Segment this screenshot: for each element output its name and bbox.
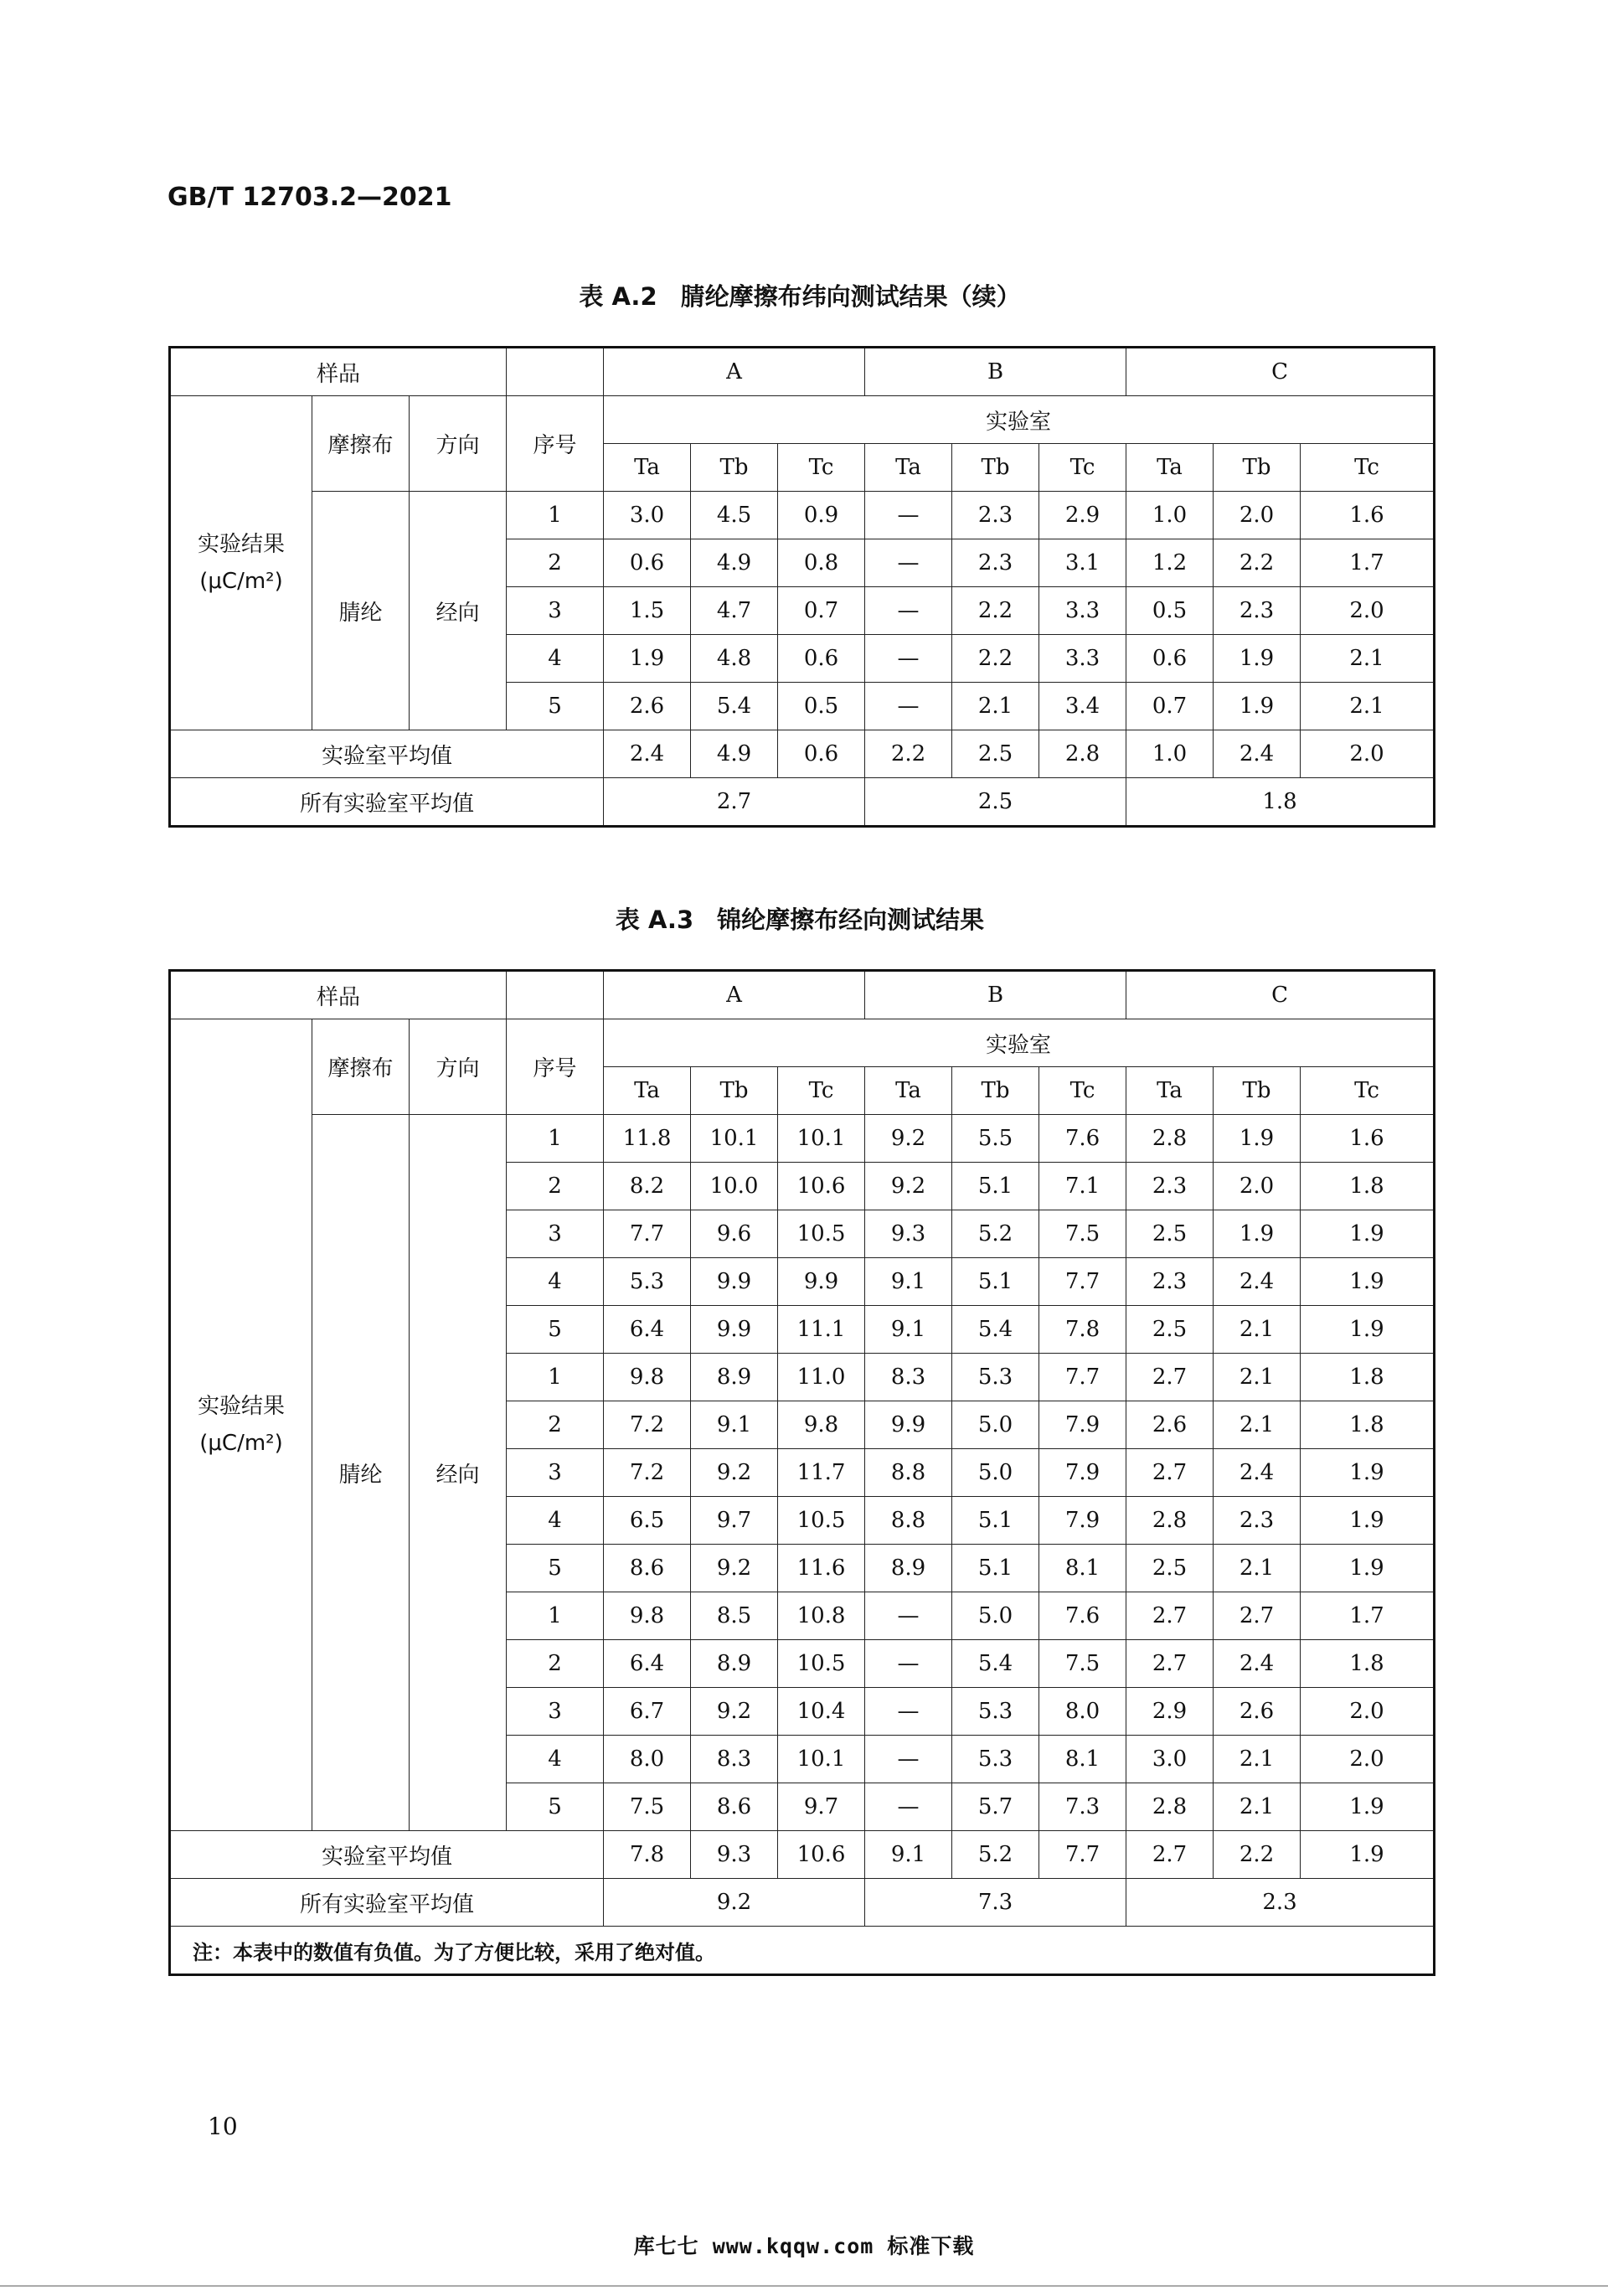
lab-code: Tb (1214, 1067, 1301, 1115)
value-cell: 2.9 (1126, 1688, 1214, 1736)
value-cell: 6.4 (604, 1640, 691, 1688)
value-cell: 1.9 (1214, 1115, 1301, 1163)
unit-label: (μC/m²) (199, 569, 283, 594)
all-average-label: 所有实验室平均值 (170, 778, 604, 827)
all-average-cell: 2.3 (1126, 1879, 1435, 1927)
seq-cell: 2 (507, 1163, 604, 1210)
value-cell: 1.9 (1301, 1545, 1435, 1592)
value-cell: 0.7 (778, 587, 865, 635)
caption-number: 表 A.3 (615, 906, 694, 934)
value-cell: 8.9 (691, 1354, 778, 1401)
value-cell: 2.0 (1301, 587, 1435, 635)
value-cell: 2.5 (1126, 1545, 1214, 1592)
value-cell: 9.1 (865, 1258, 952, 1306)
seq-cell: 5 (507, 1545, 604, 1592)
seq-cell: 1 (507, 1354, 604, 1401)
value-cell: 2.3 (952, 492, 1039, 539)
caption-title: 锦纶摩擦布经向测试结果 (717, 906, 985, 934)
value-cell: 2.0 (1301, 1736, 1435, 1783)
value-cell: 3.1 (1039, 539, 1126, 587)
value-cell: 2.3 (1214, 1497, 1301, 1545)
value-cell: 2.3 (1214, 587, 1301, 635)
value-cell: 1.7 (1301, 539, 1435, 587)
value-cell: 7.9 (1039, 1401, 1126, 1449)
value-cell: 7.8 (1039, 1306, 1126, 1354)
value-cell: 0.7 (1126, 683, 1214, 730)
sample-header: 样品 (170, 971, 507, 1019)
sample-label: B (865, 971, 1126, 1019)
value-cell: 1.7 (1301, 1592, 1435, 1640)
value-cell: 8.1 (1039, 1736, 1126, 1783)
value-cell: 9.9 (691, 1258, 778, 1306)
value-cell: 1.9 (1214, 635, 1301, 683)
value-cell: 2.1 (1214, 1783, 1301, 1831)
lab-header: 实验室 (604, 1019, 1435, 1067)
value-cell: 9.3 (865, 1210, 952, 1258)
value-cell: 2.1 (1301, 683, 1435, 730)
value-cell: 11.8 (604, 1115, 691, 1163)
table-a3-caption (168, 901, 1432, 936)
lab-code: Ta (865, 1067, 952, 1115)
lab-code: Tb (691, 1067, 778, 1115)
footer-watermark: 库七七 www.kqqw.com 标准下载 (633, 2234, 975, 2258)
seq-cell: 4 (507, 635, 604, 683)
seq-cell: 2 (507, 539, 604, 587)
value-cell: 11.0 (778, 1354, 865, 1401)
value-cell: 2.5 (1126, 1306, 1214, 1354)
results-title: 实验结果 (197, 532, 285, 557)
lab-average-label: 实验室平均值 (170, 730, 604, 778)
value-cell: 9.1 (865, 1306, 952, 1354)
value-cell: 5.1 (952, 1545, 1039, 1592)
value-cell: 2.2 (952, 587, 1039, 635)
lab-code: Ta (1126, 1067, 1214, 1115)
value-cell: 10.1 (778, 1115, 865, 1163)
seq-cell: 3 (507, 1210, 604, 1258)
all-average-row (170, 1879, 1435, 1927)
value-cell: 5.3 (604, 1258, 691, 1306)
cloth-header: 摩擦布 (312, 1019, 410, 1115)
sample-header: 样品 (170, 348, 507, 396)
seq-header: 序号 (507, 1019, 604, 1115)
table-a2 (168, 346, 1435, 828)
direction-value: 经向 (410, 492, 507, 730)
value-cell: 5.4 (952, 1640, 1039, 1688)
value-cell: 9.2 (865, 1163, 952, 1210)
value-cell: 8.3 (691, 1736, 778, 1783)
value-cell: 11.6 (778, 1545, 865, 1592)
sample-label: C (1126, 971, 1435, 1019)
value-cell: 9.2 (691, 1449, 778, 1497)
lab-code: Tc (1301, 444, 1435, 492)
value-cell: 7.7 (1039, 1354, 1126, 1401)
value-cell: 0.8 (778, 539, 865, 587)
value-cell: 2.4 (1214, 1640, 1301, 1688)
value-cell: 5.3 (952, 1354, 1039, 1401)
value-cell: 7.2 (604, 1449, 691, 1497)
value-cell: 5.1 (952, 1497, 1039, 1545)
sample-label: C (1126, 348, 1435, 396)
value-cell: 5.4 (952, 1306, 1039, 1354)
value-cell: 7.6 (1039, 1115, 1126, 1163)
lab-header: 实验室 (604, 396, 1435, 444)
value-cell: 8.3 (865, 1354, 952, 1401)
cloth-value: 腈纶 (312, 492, 410, 730)
value-cell: 1.9 (1301, 1449, 1435, 1497)
value-cell: 2.7 (1126, 1354, 1214, 1401)
value-cell: — (865, 1688, 952, 1736)
value-cell: 8.0 (1039, 1688, 1126, 1736)
table-note: 注：本表中的数值有负值。为了方便比较，采用了绝对值。 (170, 1927, 1435, 1975)
value-cell: 11.7 (778, 1449, 865, 1497)
lab-average-cell: 10.6 (778, 1831, 865, 1879)
all-average-cell: 2.7 (604, 778, 865, 827)
value-cell: 2.8 (1126, 1497, 1214, 1545)
all-average-cell: 1.8 (1126, 778, 1435, 827)
sample-label: A (604, 971, 865, 1019)
blank-cell (507, 971, 604, 1019)
value-cell: 9.2 (865, 1115, 952, 1163)
value-cell: 3.0 (1126, 1736, 1214, 1783)
lab-code: Tc (1039, 444, 1126, 492)
results-title: 实验结果 (197, 1394, 285, 1419)
value-cell: 7.5 (1039, 1210, 1126, 1258)
value-cell: 1.9 (1301, 1306, 1435, 1354)
value-cell: 2.7 (1126, 1640, 1214, 1688)
table-a3 (168, 969, 1435, 1976)
value-cell: 2.1 (1214, 1354, 1301, 1401)
value-cell: 2.8 (1126, 1783, 1214, 1831)
value-cell: 10.5 (778, 1210, 865, 1258)
lab-average-cell: 4.9 (691, 730, 778, 778)
value-cell: 9.7 (778, 1783, 865, 1831)
lab-average-cell: 2.7 (1126, 1831, 1214, 1879)
value-cell: 1.8 (1301, 1401, 1435, 1449)
value-cell: 2.1 (1301, 635, 1435, 683)
value-cell: 2.7 (1214, 1592, 1301, 1640)
value-cell: 1.9 (1301, 1210, 1435, 1258)
lab-code: Tb (952, 444, 1039, 492)
value-cell: 5.0 (952, 1401, 1039, 1449)
direction-header: 方向 (410, 396, 507, 492)
value-cell: — (865, 492, 952, 539)
unit-label: (μC/m²) (199, 1431, 283, 1456)
value-cell: 1.9 (1301, 1783, 1435, 1831)
lab-average-cell: 9.3 (691, 1831, 778, 1879)
value-cell: 0.5 (1126, 587, 1214, 635)
value-cell: 8.9 (865, 1545, 952, 1592)
value-cell: 2.1 (1214, 1736, 1301, 1783)
value-cell: — (865, 587, 952, 635)
value-cell: 1.8 (1301, 1640, 1435, 1688)
lab-average-label: 实验室平均值 (170, 1831, 604, 1879)
value-cell: 7.2 (604, 1401, 691, 1449)
seq-header: 序号 (507, 396, 604, 492)
value-cell: — (865, 1736, 952, 1783)
value-cell: 5.3 (952, 1688, 1039, 1736)
lab-average-cell: 5.2 (952, 1831, 1039, 1879)
lab-code: Tb (691, 444, 778, 492)
lab-average-cell: 2.5 (952, 730, 1039, 778)
table-row (170, 1115, 1435, 1163)
value-cell: 7.6 (1039, 1592, 1126, 1640)
all-average-cell: 2.5 (865, 778, 1126, 827)
value-cell: 2.7 (1126, 1449, 1214, 1497)
value-cell: 2.4 (1214, 1449, 1301, 1497)
direction-header: 方向 (410, 1019, 507, 1115)
caption-title: 腈纶摩擦布纬向测试结果（续） (680, 282, 1021, 311)
value-cell: 2.6 (1126, 1401, 1214, 1449)
value-cell: 4.7 (691, 587, 778, 635)
sample-label: B (865, 348, 1126, 396)
value-cell: 10.4 (778, 1688, 865, 1736)
value-cell: 1.0 (1126, 492, 1214, 539)
value-cell: 0.9 (778, 492, 865, 539)
all-average-label: 所有实验室平均值 (170, 1879, 604, 1927)
value-cell: 8.5 (691, 1592, 778, 1640)
lab-average-cell: 2.2 (865, 730, 952, 778)
cloth-header: 摩擦布 (312, 396, 410, 492)
value-cell: — (865, 1783, 952, 1831)
value-cell: 5.2 (952, 1210, 1039, 1258)
results-label (170, 396, 312, 730)
value-cell: 1.6 (1301, 492, 1435, 539)
lab-code: Ta (604, 444, 691, 492)
value-cell: — (865, 1640, 952, 1688)
cloth-value: 腈纶 (312, 1115, 410, 1831)
lab-code: Tc (1301, 1067, 1435, 1115)
footer-divider (0, 2285, 1608, 2287)
value-cell: 5.7 (952, 1783, 1039, 1831)
value-cell: 0.6 (604, 539, 691, 587)
value-cell: 2.8 (1126, 1115, 1214, 1163)
seq-cell: 1 (507, 1115, 604, 1163)
value-cell: 8.9 (691, 1640, 778, 1688)
value-cell: 10.0 (691, 1163, 778, 1210)
value-cell: 8.1 (1039, 1545, 1126, 1592)
value-cell: 2.3 (1126, 1163, 1214, 1210)
value-cell: 7.9 (1039, 1497, 1126, 1545)
value-cell: 2.9 (1039, 492, 1126, 539)
note-row (170, 1927, 1435, 1975)
value-cell: 7.3 (1039, 1783, 1126, 1831)
seq-cell: 1 (507, 1592, 604, 1640)
all-average-cell: 7.3 (865, 1879, 1126, 1927)
seq-cell: 5 (507, 1306, 604, 1354)
value-cell: 2.3 (952, 539, 1039, 587)
lab-code: Tb (1214, 444, 1301, 492)
seq-cell: 1 (507, 492, 604, 539)
value-cell: 3.3 (1039, 587, 1126, 635)
sample-header-row (170, 971, 1435, 1019)
value-cell: 5.1 (952, 1163, 1039, 1210)
seq-cell: 5 (507, 1783, 604, 1831)
seq-cell: 4 (507, 1497, 604, 1545)
value-cell: 2.0 (1301, 1688, 1435, 1736)
value-cell: 2.2 (952, 635, 1039, 683)
lab-code: Tc (778, 1067, 865, 1115)
value-cell: 9.8 (604, 1354, 691, 1401)
value-cell: 10.1 (691, 1115, 778, 1163)
value-cell: 4.5 (691, 492, 778, 539)
value-cell: 4.9 (691, 539, 778, 587)
lab-code: Tc (778, 444, 865, 492)
value-cell: 1.2 (1126, 539, 1214, 587)
lab-average-row (170, 730, 1435, 778)
value-cell: 2.6 (1214, 1688, 1301, 1736)
value-cell: 6.4 (604, 1306, 691, 1354)
lab-code: Ta (1126, 444, 1214, 492)
value-cell: 2.6 (604, 683, 691, 730)
value-cell: — (865, 635, 952, 683)
value-cell: 2.4 (1214, 1258, 1301, 1306)
table-a2-caption (168, 278, 1432, 312)
value-cell: 11.1 (778, 1306, 865, 1354)
value-cell: 5.4 (691, 683, 778, 730)
value-cell: 9.6 (691, 1210, 778, 1258)
value-cell: 10.5 (778, 1497, 865, 1545)
blank-cell (507, 348, 604, 396)
lab-average-cell: 7.7 (1039, 1831, 1126, 1879)
seq-cell: 4 (507, 1258, 604, 1306)
value-cell: 5.3 (952, 1736, 1039, 1783)
value-cell: 8.0 (604, 1736, 691, 1783)
value-cell: 9.9 (778, 1258, 865, 1306)
value-cell: 5.5 (952, 1115, 1039, 1163)
value-cell: 1.9 (604, 635, 691, 683)
seq-cell: 3 (507, 1688, 604, 1736)
sample-header-row (170, 348, 1435, 396)
value-cell: 6.5 (604, 1497, 691, 1545)
value-cell: 9.8 (778, 1401, 865, 1449)
value-cell: 2.1 (1214, 1545, 1301, 1592)
value-cell: 9.8 (604, 1592, 691, 1640)
value-cell: 6.7 (604, 1688, 691, 1736)
value-cell: 10.1 (778, 1736, 865, 1783)
value-cell: 2.5 (1126, 1210, 1214, 1258)
lab-average-cell: 1.9 (1301, 1831, 1435, 1879)
lab-average-cell: 7.8 (604, 1831, 691, 1879)
seq-cell: 4 (507, 1736, 604, 1783)
value-cell: 7.7 (1039, 1258, 1126, 1306)
seq-cell: 3 (507, 1449, 604, 1497)
value-cell: 9.1 (691, 1401, 778, 1449)
lab-average-cell: 9.1 (865, 1831, 952, 1879)
value-cell: 2.2 (1214, 539, 1301, 587)
lab-average-cell: 0.6 (778, 730, 865, 778)
value-cell: 9.9 (691, 1306, 778, 1354)
page-number: 10 (208, 2113, 238, 2140)
value-cell: 7.9 (1039, 1449, 1126, 1497)
lab-average-cell: 2.0 (1301, 730, 1435, 778)
value-cell: 1.9 (1301, 1258, 1435, 1306)
value-cell: 9.2 (691, 1688, 778, 1736)
value-cell: 2.7 (1126, 1592, 1214, 1640)
value-cell: 10.5 (778, 1640, 865, 1688)
lab-code: Ta (604, 1067, 691, 1115)
value-cell: — (865, 539, 952, 587)
value-cell: 3.3 (1039, 635, 1126, 683)
direction-value: 经向 (410, 1115, 507, 1831)
value-cell: 9.2 (691, 1545, 778, 1592)
lab-average-cell: 2.4 (1214, 730, 1301, 778)
value-cell: 1.8 (1301, 1354, 1435, 1401)
value-cell: 1.6 (1301, 1115, 1435, 1163)
value-cell: 7.5 (1039, 1640, 1126, 1688)
results-label (170, 1019, 312, 1831)
lab-code: Tc (1039, 1067, 1126, 1115)
value-cell: 8.8 (865, 1449, 952, 1497)
seq-cell: 3 (507, 587, 604, 635)
all-average-cell: 9.2 (604, 1879, 865, 1927)
value-cell: 2.1 (1214, 1306, 1301, 1354)
value-cell: 8.2 (604, 1163, 691, 1210)
all-average-row (170, 778, 1435, 827)
value-cell: 2.1 (1214, 1401, 1301, 1449)
value-cell: 1.9 (1214, 683, 1301, 730)
value-cell: 10.8 (778, 1592, 865, 1640)
lab-average-row (170, 1831, 1435, 1879)
value-cell: 5.0 (952, 1592, 1039, 1640)
lab-average-cell: 2.2 (1214, 1831, 1301, 1879)
value-cell: 1.8 (1301, 1163, 1435, 1210)
value-cell: 0.6 (1126, 635, 1214, 683)
value-cell: 5.0 (952, 1449, 1039, 1497)
value-cell: 1.5 (604, 587, 691, 635)
value-cell: 2.0 (1214, 1163, 1301, 1210)
value-cell: — (865, 683, 952, 730)
value-cell: — (865, 1592, 952, 1640)
value-cell: 8.6 (691, 1783, 778, 1831)
value-cell: 1.9 (1301, 1497, 1435, 1545)
value-cell: 10.6 (778, 1163, 865, 1210)
value-cell: 3.0 (604, 492, 691, 539)
value-cell: 5.1 (952, 1258, 1039, 1306)
seq-cell: 2 (507, 1401, 604, 1449)
lab-average-cell: 2.8 (1039, 730, 1126, 778)
value-cell: 7.5 (604, 1783, 691, 1831)
value-cell: 1.9 (1214, 1210, 1301, 1258)
value-cell: 0.6 (778, 635, 865, 683)
standard-code: GB/T 12703.2—2021 (168, 183, 452, 212)
value-cell: 7.7 (604, 1210, 691, 1258)
value-cell: 0.5 (778, 683, 865, 730)
lab-average-cell: 2.4 (604, 730, 691, 778)
value-cell: 4.8 (691, 635, 778, 683)
lab-header-row (170, 1019, 1435, 1067)
sample-label: A (604, 348, 865, 396)
value-cell: 7.1 (1039, 1163, 1126, 1210)
seq-cell: 2 (507, 1640, 604, 1688)
value-cell: 2.1 (952, 683, 1039, 730)
value-cell: 2.3 (1126, 1258, 1214, 1306)
value-cell: 8.8 (865, 1497, 952, 1545)
value-cell: 3.4 (1039, 683, 1126, 730)
lab-average-cell: 1.0 (1126, 730, 1214, 778)
caption-number: 表 A.2 (579, 282, 657, 311)
value-cell: 2.0 (1214, 492, 1301, 539)
table-row (170, 492, 1435, 539)
lab-header-row (170, 396, 1435, 444)
value-cell: 8.6 (604, 1545, 691, 1592)
lab-code: Ta (865, 444, 952, 492)
lab-code: Tb (952, 1067, 1039, 1115)
value-cell: 9.9 (865, 1401, 952, 1449)
seq-cell: 5 (507, 683, 604, 730)
value-cell: 9.7 (691, 1497, 778, 1545)
